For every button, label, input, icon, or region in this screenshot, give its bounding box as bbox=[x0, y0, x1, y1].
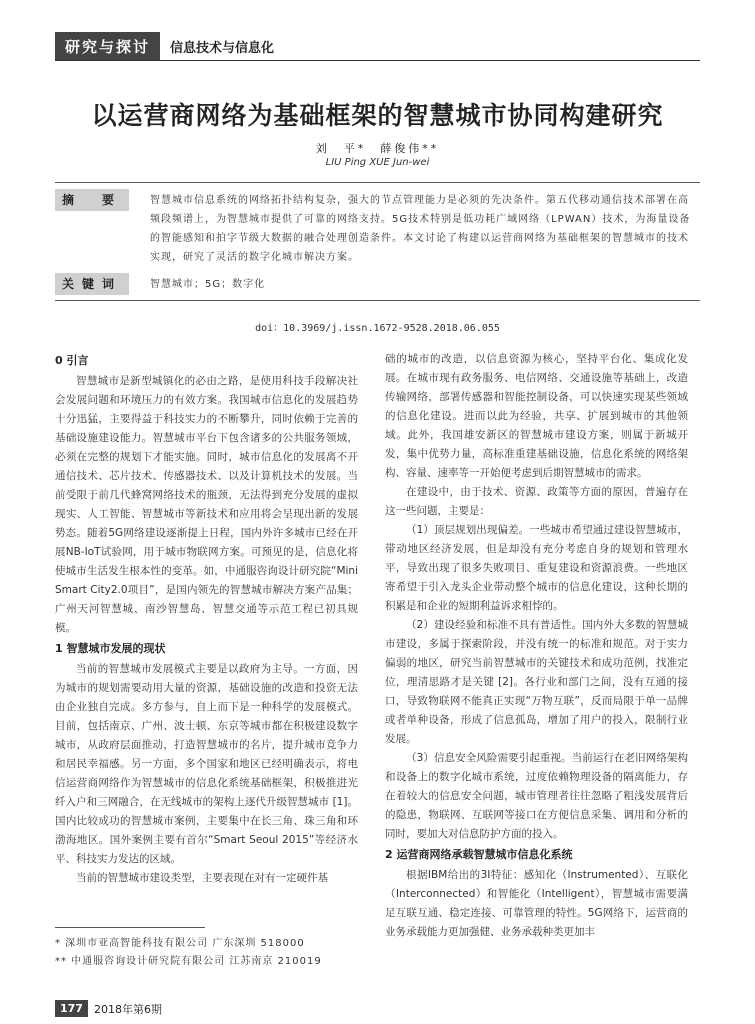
authors: 刘 平* 薛俊伟** bbox=[315, 142, 440, 155]
abstract-text: 智慧城市信息系统的网络拓扑结构复杂，强大的节点管理能力是必须的先决条件。第五代移动通信技术部署在高频段频谱上，为智慧城市提供了可靠的网络支持。5G技术特别是低功耗广域网络（LPWAN）技术，为海量设备的智能感知和拍字节级大数据的融合处理创造条件。本文讨论了构建以运营商网络为基础框架的智慧城市的技术实现，研究了灵活的数字化城市解决方案。 bbox=[150, 195, 691, 263]
footnote-rule bbox=[55, 927, 205, 928]
authors-english: LIU Ping XUE Jun-wei bbox=[325, 157, 430, 168]
section-name: 信息技术与信息化 bbox=[170, 40, 275, 56]
right-column bbox=[385, 350, 688, 942]
keywords-label: 关键词 bbox=[55, 273, 129, 295]
section-heading-network: 2 运营商网络承载智慧城市信息化系统 bbox=[385, 848, 573, 861]
section-heading-status: 1 智慧城市发展的现状 bbox=[55, 642, 166, 655]
header-rule bbox=[55, 60, 700, 61]
paragraph: 智慧城市是新型城镇化的必由之路，是使用科技手段解决社会发展问题和环境压力的有效方案。我国城市信息化的发展趋势十分迅猛，主要得益于科技实力的不断攀升，同时依赖于完善的基础设施建设能力。智慧城市平台下包含诸多的公共服务领域，必须在完整的规划下才能实施。同时，城市信息化的发展离不开通信技术、芯片技术、传感器技术、以及计算机技术的发展。当前受限于前几代蜂窝网络技术的瓶颈，无法得到充分发展的虚拟现实、人工智能、智慧城市等新技术和应用将会呈现出新的发展势态。随着5G网络建设逐渐提上日程，国内外许多城市已经在开展NB-IoT试验网，用于城市物联网方案。可预见的是，信息化将使城市生活发生根本性的变革。如，中通服咨询设计研究院“Mini Smart City2.0项目”，是国内领先的智慧城市解决方案产品集；广州天河智慧城、南沙智慧岛、智慧交通等示范工程已初具规模。 bbox=[55, 375, 358, 634]
paragraph: 当前的智慧城市建设类型，主要表现在对有一定硬件基 bbox=[76, 872, 328, 884]
abstract-box bbox=[55, 182, 700, 301]
footnote-affiliation-2: ** 中通服咨询设计研究院有限公司 江苏南京 210019 bbox=[55, 956, 322, 967]
paragraph: （2）建设经验和标准不具有普适性。国内外大多数的智慧城市建设，多属于探索阶段，并没有统一的标准和规范。对于实力偏弱的地区，研究当前智慧城市的关键技术和成功范例，找准定位，理清思路才是关键 [2]。各行业和部门之间，没有互通的接口，导致物联网不能真正实现“万物互联”，反而局限于单一品牌或者单种设备，形成了信息孤岛，增加了用户的投入，限制行业发展。 bbox=[385, 619, 688, 745]
footnote-affiliation-1: * 深圳市亚高智能科技有限公司 广东深圳 518000 bbox=[55, 938, 305, 949]
paragraph: 在建设中，由于技术、资源、政策等方面的原因，普遍存在这一些问题，主要是： bbox=[385, 486, 688, 517]
left-column bbox=[55, 350, 358, 888]
keywords-text: 智慧城市；5G；数字化 bbox=[150, 279, 266, 290]
paragraph: （3）信息安全风险需要引起重视。当前运行在老旧网络架构和设备上的数字化城市系统，过度依赖物理设备的隔离能力，存在着较大的信息安全问题，城市管理者往往忽略了粗浅发展背后的隐患，物联网、互联网等接口在方便信息采集、调用和分析的同时，要加大对信息防护方面的投入。 bbox=[385, 752, 688, 840]
column-tag: 研究与探讨 bbox=[55, 32, 160, 61]
page-footer bbox=[55, 1000, 162, 1017]
paragraph: 当前的智慧城市发展模式主要是以政府为主导。一方面，因为城市的规划需要动用大量的资源，基础设施的改造和投资无法由企业独自完成。多方参与，自上而下是一种科学的发展模式。目前，包括南京、广州、波士顿、东京等城市都在积极建设数字城市，从政府层面推动，打造智慧城市的名片，提升城市竞争力和居民幸福感。另一方面，多个国家和地区已经明确表示，将电信运营商网络作为智慧城市的信息化系统基础框架，积极推进光纤入户和三网融合，在无线城市的架构上逐代升级智慧城市 [1]。国内比较成功的智慧城市案例，主要集中在长三角、珠三角和环渤海地区。国外案例主要有首尔“Smart Seoul 2015”等经济水平、科技实力发达的区域。 bbox=[55, 663, 358, 865]
article-title: 以运营商网络为基础框架的智慧城市协同构建研究 bbox=[91, 101, 664, 130]
paragraph: 根据IBM给出的3I特征：感知化（Instrumented）、互联化（Interconnected）和智能化（Intelligent），智慧城市需要满足互联互通、稳定连接、可靠管理的特性。5G网络下，运营商的业务承载能力更加强健、业务承载种类更加丰 bbox=[385, 869, 688, 938]
journal-header bbox=[55, 32, 274, 60]
abstract-label: 摘 要 bbox=[55, 189, 129, 211]
page-number: 177 bbox=[55, 1000, 88, 1017]
doi: doi：10.3969/j.issn.1672-9528.2018.06.055 bbox=[255, 323, 500, 334]
section-heading-intro: 0 引言 bbox=[55, 354, 89, 367]
paragraph: 础的城市的改造，以信息资源为核心，坚持平台化、集成化发展。在城市现有政务服务、电信网络、交通设施等基础上，改造传输网络，部署传感器和智能控制设备，可以快速实现某些领域的信息化建设。进而以此为经验，共享、扩展到城市的其他领域。此外，我国雄安新区的智慧城市建设方案，则属于新城开发，集中优势力量，高标准重建基础设施，信息化系统的网络架构、容量、速率等一开始便考虑到后期智慧城市的需求。 bbox=[385, 353, 688, 479]
issue-label: 2018年第6期 bbox=[93, 1002, 162, 1016]
paragraph: （1）顶层规划出现偏差。一些城市希望通过建设智慧城市，带动地区经济发展，但是却没有充分考虑自身的规划和管理水平，导致出现了很多失败项目、重复建设和资源浪费。一些地区寄希望于引入龙头企业带动整个城市的信息化建设，这种长期的积累是和企业的短期利益诉求相悖的。 bbox=[385, 524, 688, 612]
